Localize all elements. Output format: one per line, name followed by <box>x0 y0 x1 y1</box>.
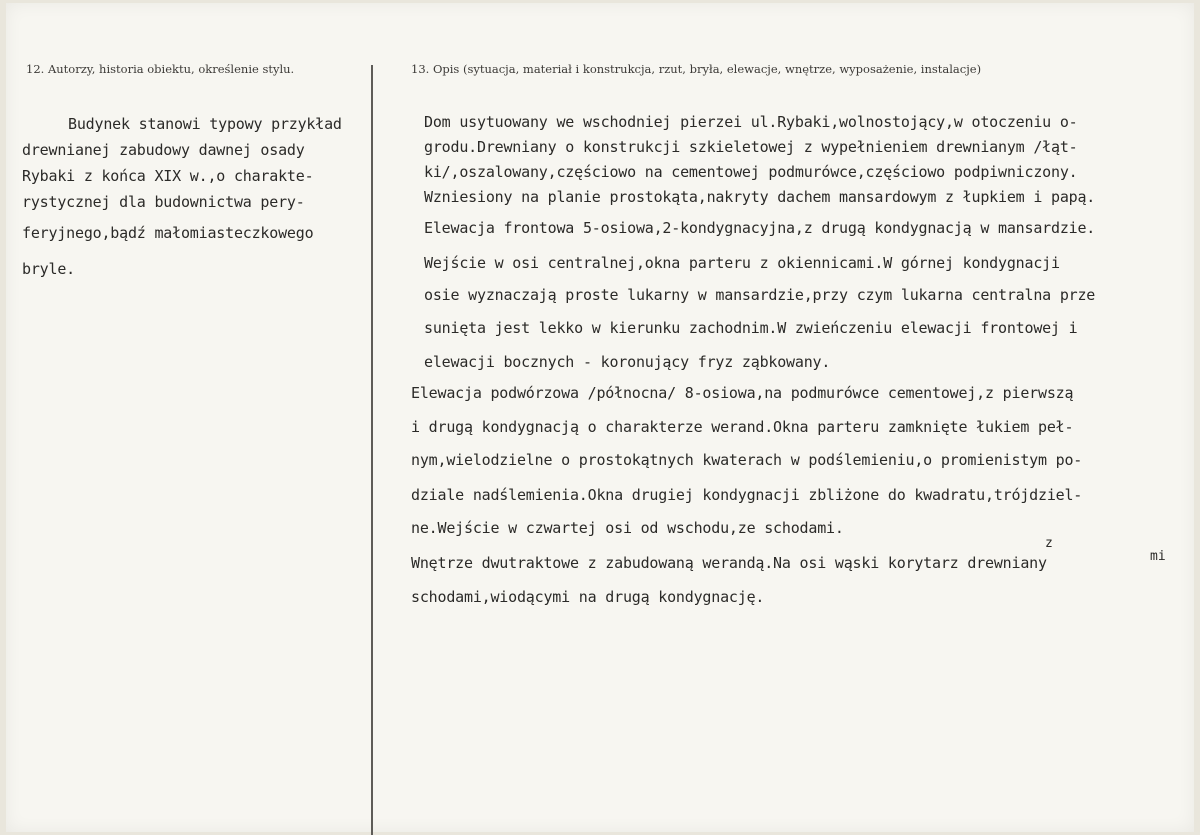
text-line: Rybaki z końca XIX w.,o charakte- <box>22 167 314 185</box>
text-line: ne.Wejście w czwartej osi od wschodu,ze schodami. <box>411 519 844 537</box>
text-line: Elewacja frontowa 5-osiowa,2-kondygnacyjna,z drugą kondygnacją w mansardzie. <box>424 219 1096 237</box>
text-line: Budynek stanowi typowy przykład <box>68 115 342 133</box>
text-line: Wzniesiony na planie prostokąta,nakryty dachem mansardowym z łupkiem i papą. <box>424 188 1096 206</box>
text-line: sunięta jest lekko w kierunku zachodnim.W zwieńczeniu elewacji frontowej i <box>424 319 1078 337</box>
superscript-mi: mi <box>1150 549 1166 564</box>
handwritten-correction-z: z <box>1045 536 1053 551</box>
section-13-heading: 13. Opis (sytuacja, materiał i konstrukcja, rzut, bryła, elewacje, wnętrze, wyposażenie, instalacje) <box>411 62 982 76</box>
text-line: i drugą kondygnacją o charakterze werand.Okna parteru zamknięte łukiem peł- <box>411 418 1074 436</box>
text-line: Elewacja podwórzowa /północna/ 8-osiowa,na podmurówce cementowej,z pierwszą <box>411 384 1074 402</box>
text-line: elewacji bocznych - koronujący fryz ząbkowany. <box>424 353 831 371</box>
text-line: Dom usytuowany we wschodniej pierzei ul.Rybaki,wolnostojący,w otoczeniu o- <box>424 113 1078 131</box>
text-line: ki/,oszalowany,częściowo na cementowej podmurówce,częściowo podpiwniczony. <box>424 163 1078 181</box>
text-line: rystycznej dla budownictwa pery- <box>22 193 305 211</box>
text-line: Wejście w osi centralnej,okna parteru z okiennicami.W górnej kondygnacji <box>424 254 1060 272</box>
text-line: Wnętrze dwutraktowe z zabudowaną werandą.Na osi wąski korytarz drewniany <box>411 554 1047 572</box>
text-line: grodu.Drewniany o konstrukcji szkieletowej z wypełnieniem drewnianym /łąt- <box>424 138 1078 156</box>
text-line: schodami,wiodącymi na drugą kondygnację. <box>411 588 765 606</box>
text-line: nym,wielodzielne o prostokątnych kwaterach w podślemieniu,o promienistym po- <box>411 451 1083 469</box>
text-line: dziale nadślemienia.Okna drugiej kondygnacji zbliżone do kwadratu,trójdziel- <box>411 486 1083 504</box>
column-divider <box>371 65 373 835</box>
text-line: feryjnego,bądź małomiasteczkowego <box>22 224 314 242</box>
text-line: drewnianej zabudowy dawnej osady <box>22 141 305 159</box>
section-12-heading: 12. Autorzy, historia obiektu, określenie stylu. <box>26 62 295 76</box>
text-line: osie wyznaczają proste lukarny w mansardzie,przy czym lukarna centralna prze <box>424 286 1096 304</box>
text-line: bryle. <box>22 260 75 278</box>
